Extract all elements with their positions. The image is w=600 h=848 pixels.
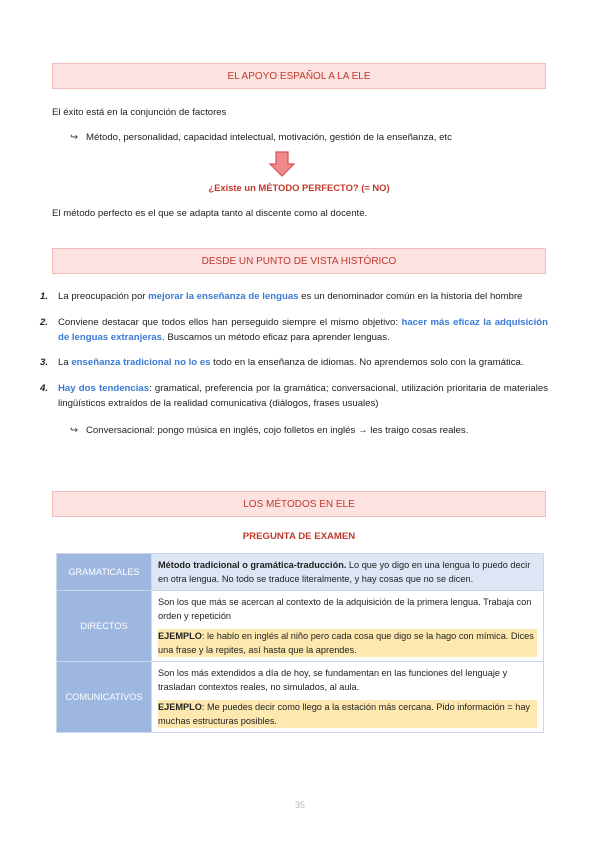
section-title-apoyo: EL APOYO ESPAÑOL A LA ELE (52, 63, 546, 89)
page-number: 35 (294, 800, 305, 810)
category-cell: COMUNICATIVOS (57, 662, 152, 733)
description-cell: Son los más extendidos a día de hoy, se fundamentan en las funciones del lenguaje y trasladan contextos reales, no simulados, al aula. EJEMPLO: Me puedes decir como llego a la estación más cercana. Pido información = hay muchas estructuras posibles. (152, 662, 544, 733)
curved-arrow-icon: ↪ (70, 425, 79, 436)
factors-text: Método, personalidad, capacidad intelectual, motivación, gestión de la enseñanza, etc (86, 132, 452, 143)
description-cell: Método tradicional o gramática-traducción. Lo que yo digo en una lengua lo puedo decir en otra lengua. No todo se traduce literalmente, y hay cosas que no se dicen. (152, 554, 544, 591)
list-item: 4. Hay dos tendencias: gramatical, preferencia por la gramática; conversacional, utilización prioritaria de materiales lingüísticos extraídos de la realidad comunicativa (diálogos, frases usuales) (40, 383, 548, 409)
factors-line (70, 131, 452, 144)
section-title-metodos: LOS MÉTODOS EN ELE (52, 491, 546, 517)
list-item: 1. La preocupación por mejorar la enseñanza de lenguas es un denominador común en la historia del hombre (40, 291, 523, 302)
list-item: 3. La enseñanza tradicional no lo es todo en la enseñanza de idiomas. No aprendemos solo con la gramática. (40, 357, 524, 368)
table-row (57, 554, 544, 591)
down-arrow-icon (268, 150, 296, 178)
answer-text: El método perfecto es el que se adapta tanto al discente como al docente. (52, 208, 368, 219)
question-text: ¿Existe un MÉTODO PERFECTO? (= NO) (208, 182, 390, 193)
category-cell: GRAMATICALES (57, 554, 152, 591)
section-title-historico: DESDE UN PUNTO DE VISTA HISTÓRICO (52, 248, 546, 274)
table-row (57, 591, 544, 662)
description-cell: Son los que más se acercan al contexto de la adquisición de la primera lengua. Trabaja con orden y repetición EJEMPLO: le hablo en inglés al niño pero cada cosa que digo se la hago con mímica. Dices una frase y la repites, así hasta que la aprendes. (152, 591, 544, 662)
exam-label: PREGUNTA DE EXAMEN (242, 531, 356, 542)
list-item: 2. Conviene destacar que todos ellos han perseguido siempre el mismo objetivo: hacer más eficaz la adquisición de lenguas extranjeras. Buscamos un método eficaz para aprender lenguas. (40, 317, 548, 343)
table-row (57, 662, 544, 733)
sub-line (70, 424, 468, 437)
category-cell: DIRECTOS (57, 591, 152, 662)
methods-table (56, 553, 544, 733)
intro-text: El éxito está en la conjunción de factores (52, 107, 227, 118)
sub-text: Conversacional: pongo música en inglés, cojo folletos en inglés → les traigo cosas reales. (86, 425, 469, 436)
curved-arrow-icon: ↪ (70, 132, 79, 143)
